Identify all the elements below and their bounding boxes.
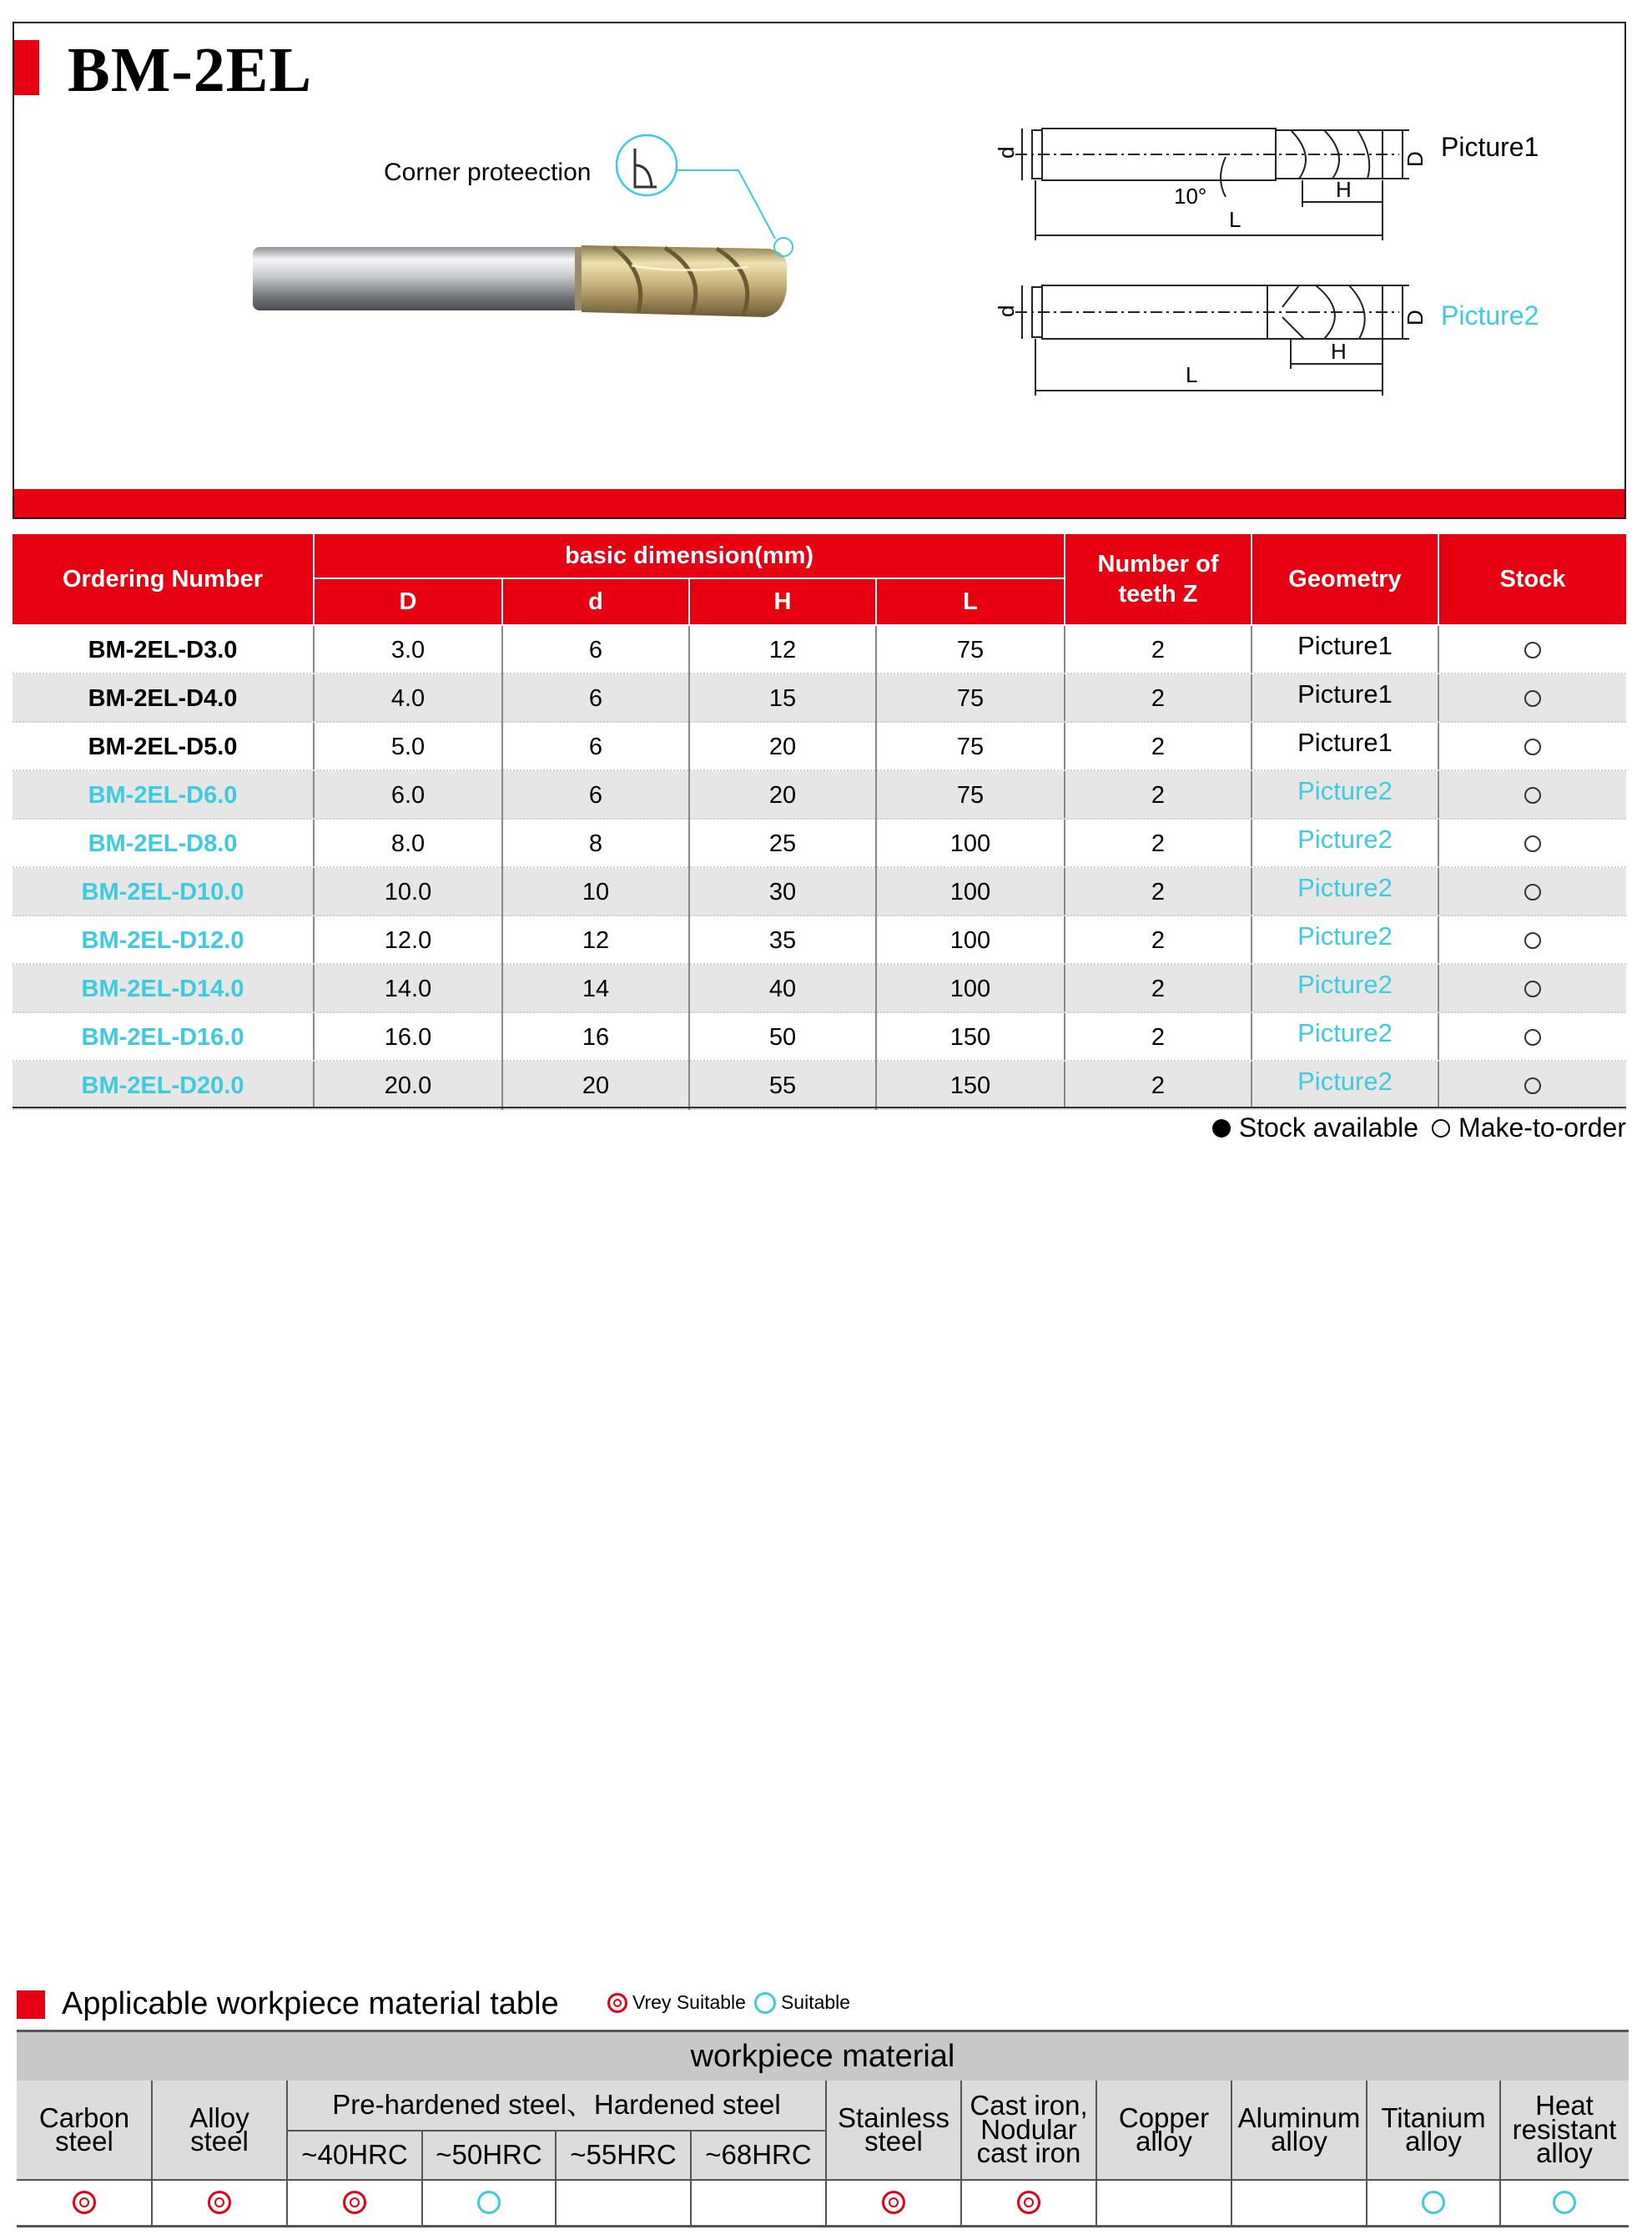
stock-legend [1212, 1112, 1626, 1143]
pic1-H-label: H [1336, 177, 1352, 202]
dim-D-cell: 4.0 [390, 684, 426, 712]
stock-cell [1439, 965, 1626, 1013]
column-separator [313, 771, 315, 820]
dim-d-cell: 6 [588, 684, 603, 712]
very-suitable-icon [343, 2191, 366, 2214]
material-col-label [961, 2081, 1096, 2179]
column-separator [1438, 820, 1439, 868]
stock-cell [1439, 723, 1626, 771]
column-separator [688, 626, 690, 674]
header-basic-dimension: basic dimension(mm) [564, 542, 814, 569]
material-col-label [1500, 2081, 1629, 2179]
material-label-line: Stainless [838, 2101, 949, 2133]
geometry-cell: Picture2 [1297, 776, 1393, 805]
material-label-line: steel [190, 2126, 249, 2157]
dim-d-cell: 16 [582, 1023, 610, 1051]
stock-cell [1439, 674, 1626, 723]
dim-L-cell: 100 [949, 926, 991, 954]
table-row [13, 1013, 1626, 1062]
corner-callout [617, 135, 775, 239]
column-separator [688, 965, 690, 1013]
header-teeth-line2: teeth Z [1118, 581, 1198, 608]
column-separator [875, 965, 877, 1013]
dim-L-cell: 100 [949, 830, 991, 857]
column-separator [688, 1013, 690, 1062]
dim-D-cell: 5.0 [390, 733, 426, 760]
column-separator [1251, 771, 1252, 820]
geometry-cell: Picture2 [1297, 1018, 1393, 1047]
column-separator [1438, 674, 1439, 723]
column-separator [1438, 868, 1439, 916]
pic1-L-label: L [1229, 207, 1242, 232]
dim-d-cell: 6 [588, 733, 603, 760]
material-mark-cell [1096, 2179, 1231, 2225]
column-separator [688, 1062, 690, 1110]
dim-H-cell: 20 [768, 733, 797, 760]
dim-H-cell: 55 [768, 1072, 797, 1099]
teeth-count-cell: 2 [1151, 1023, 1166, 1051]
ordering-number-cell: BM-2EL-D5.0 [88, 733, 238, 760]
pic1-D-label: D [1403, 151, 1428, 167]
dim-D-cell: 3.0 [390, 636, 426, 663]
material-label-line: cast iron [976, 2137, 1081, 2169]
material-label-line: Titanium [1381, 2101, 1486, 2133]
material-col-label [152, 2081, 287, 2179]
teeth-count-cell: 2 [1151, 636, 1166, 663]
geometry-cell: Picture1 [1297, 631, 1393, 660]
stock-cell [1439, 1062, 1626, 1110]
dim-D-cell: 16.0 [384, 1023, 432, 1051]
table-row [13, 916, 1626, 965]
make-to-order-icon [1524, 932, 1541, 949]
material-title-text: Applicable workpiece material table [62, 1986, 559, 2021]
stock-cell [1439, 916, 1626, 965]
column-separator [875, 820, 877, 868]
hardened-steel-group: Pre-hardened steel、Hardened steel [332, 2089, 781, 2121]
material-key [607, 1991, 850, 2014]
table-row [13, 674, 1626, 723]
ordering-number-cell: BM-2EL-D8.0 [88, 830, 238, 857]
dim-L-cell: 100 [949, 975, 991, 1002]
column-separator [313, 626, 315, 674]
dim-D-cell: 20.0 [384, 1072, 432, 1099]
material-label-line: Nodular [980, 2113, 1077, 2145]
material-col-label [422, 2132, 556, 2179]
material-grid-line [1366, 2081, 1367, 2225]
column-separator [875, 723, 877, 771]
table-row [13, 965, 1626, 1013]
header-sep [1064, 534, 1065, 624]
header-teeth-line1: Number of [1097, 550, 1219, 578]
pic2-H-label: H [1331, 339, 1347, 364]
pic2-D-label: D [1403, 310, 1428, 325]
stock-cell [1439, 1013, 1626, 1062]
material-col-label [1367, 2081, 1500, 2179]
dim-H-cell: 40 [768, 975, 797, 1002]
ordering-number-cell: BM-2EL-D16.0 [81, 1023, 244, 1051]
teeth-count-cell: 2 [1151, 830, 1166, 857]
ordering-number-cell: BM-2EL-D6.0 [88, 781, 238, 809]
column-separator [313, 723, 315, 771]
table-row [13, 626, 1626, 674]
material-label-line: Carbon [38, 2101, 130, 2133]
make-to-order-icon [1524, 739, 1541, 755]
material-grid-line [1231, 2081, 1232, 2225]
column-separator [501, 820, 503, 868]
column-separator [1064, 771, 1065, 820]
column-separator [1251, 868, 1252, 916]
material-col-label [17, 2081, 152, 2179]
material-grid-line [421, 2130, 423, 2225]
material-table-title [17, 1986, 559, 2022]
column-separator [1064, 820, 1065, 868]
header-red-band [14, 489, 1624, 517]
column-separator [1064, 868, 1065, 916]
dim-H-cell: 30 [768, 878, 797, 906]
header-sep [1438, 534, 1439, 624]
column-separator [875, 868, 877, 916]
column-separator [875, 1013, 877, 1062]
table-row [13, 820, 1626, 868]
material-label-line: Aluminum [1237, 2101, 1361, 2133]
column-separator [1438, 723, 1439, 771]
teeth-count-cell: 2 [1151, 1072, 1166, 1099]
make-to-order-icon [1524, 787, 1541, 804]
material-label-line: alloy [1271, 2126, 1327, 2157]
column-separator [688, 771, 690, 820]
column-separator [1064, 965, 1065, 1013]
make-to-order-icon [1524, 690, 1541, 707]
material-header: workpiece material [17, 2032, 1629, 2081]
dim-D-cell: 8.0 [390, 830, 426, 857]
column-separator [313, 820, 315, 868]
suitable-icon [754, 1992, 776, 2014]
picture1-label: Picture1 [1441, 132, 1539, 162]
dim-d-cell: 10 [582, 878, 610, 906]
column-separator [313, 1013, 315, 1062]
material-label-line: alloy [1536, 2137, 1593, 2169]
column-separator [501, 1013, 503, 1062]
ordering-number-cell: BM-2EL-D20.0 [81, 1072, 244, 1099]
column-separator [313, 916, 315, 965]
teeth-count-cell: 2 [1151, 975, 1166, 1002]
column-separator [1064, 1013, 1065, 1062]
dim-L-cell: 75 [956, 684, 985, 712]
material-label-line: ~40HRC [301, 2139, 408, 2171]
material-col-label [556, 2132, 691, 2179]
column-separator [501, 771, 503, 820]
material-col-label [826, 2081, 961, 2179]
material-label-line: ~50HRC [436, 2139, 542, 2171]
suitable-icon [1553, 2191, 1576, 2214]
dim-H-cell: 50 [768, 1023, 797, 1051]
pic1-angle-label: 10° [1174, 184, 1207, 209]
table-row [13, 771, 1626, 820]
teeth-count-cell: 2 [1151, 926, 1166, 954]
material-col-label [1231, 2081, 1367, 2179]
geometry-cell: Picture2 [1297, 970, 1393, 999]
header-sep [875, 579, 877, 624]
column-separator [1251, 723, 1252, 771]
material-table [17, 2030, 1629, 2225]
header-sep [1251, 534, 1252, 624]
column-separator [875, 916, 877, 965]
header-geometry: Geometry [1288, 565, 1402, 593]
very-suitable-icon [1017, 2191, 1040, 2214]
material-label-line: Alloy [189, 2101, 249, 2133]
make-to-order-icon [1524, 1077, 1541, 1094]
picture2-label: Picture2 [1441, 300, 1539, 330]
dim-L-cell: 75 [956, 636, 985, 663]
material-label-line: Heat [1535, 2090, 1594, 2121]
very-suitable-icon [73, 2191, 96, 2214]
geometry-cell: Picture2 [1297, 825, 1393, 854]
material-label-line: alloy [1405, 2126, 1462, 2157]
product-header [13, 22, 1626, 519]
stock-cell [1439, 626, 1626, 674]
material-mark-cell [1367, 2179, 1500, 2225]
material-label-line: resistant [1512, 2113, 1617, 2145]
column-separator [1064, 916, 1065, 965]
suitable-icon [1422, 2191, 1445, 2214]
very-suitable-label: Vrey Suitable [632, 1991, 746, 2013]
dim-L-cell: 100 [949, 878, 991, 906]
title-square-icon [17, 1990, 45, 2019]
dim-H-cell: 35 [768, 926, 797, 954]
stock-cell [1439, 868, 1626, 916]
material-mark-cell [287, 2179, 422, 2225]
material-label-line: steel [864, 2126, 923, 2157]
header-d: d [588, 588, 603, 615]
material-grid-line [555, 2130, 557, 2225]
material-grid-line [825, 2081, 827, 2225]
dim-D-cell: 12.0 [384, 926, 432, 954]
material-label-line: ~68HRC [705, 2139, 812, 2171]
dim-d-cell: 8 [588, 830, 603, 857]
dim-d-cell: 6 [588, 636, 603, 663]
pic2-L-label: L [1186, 362, 1198, 387]
column-separator [688, 916, 690, 965]
dim-L-cell: 75 [956, 781, 985, 809]
column-separator [313, 965, 315, 1013]
picture2-drawing [1015, 285, 1409, 396]
column-separator [501, 916, 503, 965]
geometry-cell: Picture2 [1297, 921, 1393, 951]
column-separator [1064, 626, 1065, 674]
column-separator [875, 771, 877, 820]
ordering-number-cell: BM-2EL-D10.0 [81, 878, 244, 906]
table-row [13, 868, 1626, 916]
corner-protection-label: Corner proteection [384, 159, 592, 186]
header-ordering-number: Ordering Number [62, 565, 264, 593]
suitable-icon [477, 2191, 501, 2214]
stock-cell [1439, 771, 1626, 820]
material-col-label [691, 2132, 826, 2179]
dim-H-cell: 25 [768, 830, 797, 857]
material-row-divider [17, 2179, 1629, 2181]
material-columns [17, 2081, 1629, 2179]
material-grid-line [151, 2081, 153, 2225]
material-mark-cell [422, 2179, 556, 2225]
dim-L-cell: 75 [956, 733, 985, 760]
suitable-label: Suitable [780, 1991, 851, 2013]
dim-d-cell: 20 [582, 1072, 610, 1099]
column-separator [1251, 626, 1252, 674]
material-col-label [1096, 2081, 1231, 2179]
column-separator [1251, 965, 1252, 1013]
material-bottom-rule [17, 2225, 1629, 2227]
geometry-cell: Picture1 [1297, 728, 1393, 757]
make-to-order-icon [1524, 835, 1541, 852]
ordering-number-cell: BM-2EL-D3.0 [88, 636, 238, 663]
ordering-number-cell: BM-2EL-D12.0 [81, 926, 244, 954]
make-to-order-icon [1432, 1119, 1450, 1138]
stock-cell [1439, 820, 1626, 868]
dim-d-cell: 6 [588, 781, 603, 809]
column-separator [875, 674, 877, 723]
stock-available-icon [1212, 1119, 1231, 1138]
material-grid-line [1499, 2081, 1501, 2225]
column-separator [1438, 965, 1439, 1013]
column-separator [688, 868, 690, 916]
material-label-line: ~55HRC [570, 2139, 677, 2171]
column-separator [501, 626, 503, 674]
header-stock: Stock [1499, 565, 1566, 593]
column-separator [875, 626, 877, 674]
pic1-d-label: d [994, 146, 1019, 159]
column-separator [1064, 723, 1065, 771]
dim-H-cell: 20 [768, 781, 797, 809]
column-separator [1251, 916, 1252, 965]
header-H: H [773, 588, 792, 615]
header-teeth [1065, 534, 1251, 624]
dim-H-cell: 15 [768, 684, 797, 712]
dim-d-cell: 12 [582, 926, 610, 954]
very-suitable-icon [208, 2191, 231, 2214]
column-separator [1251, 820, 1252, 868]
make-to-order-icon [1524, 884, 1541, 901]
header-sep [688, 579, 690, 624]
material-mark-cell [152, 2179, 287, 2225]
ordering-number-cell: BM-2EL-D14.0 [81, 975, 244, 1002]
column-separator [1251, 1062, 1252, 1110]
teeth-count-cell: 2 [1151, 733, 1166, 760]
geometry-cell: Picture2 [1297, 873, 1393, 902]
dim-D-cell: 6.0 [390, 781, 426, 809]
header-L: L [963, 588, 978, 615]
table-row [13, 1062, 1626, 1110]
material-mark-cell [691, 2179, 826, 2225]
column-separator [313, 674, 315, 723]
column-separator [875, 1062, 877, 1110]
dim-L-cell: 150 [949, 1023, 991, 1051]
material-mark-cell [1500, 2179, 1629, 2225]
material-grid-line [1095, 2081, 1097, 2225]
product-title: BM-2EL [68, 35, 313, 105]
header-sep [501, 579, 503, 624]
dim-D-cell: 10.0 [384, 878, 432, 906]
column-separator [1064, 674, 1065, 723]
teeth-count-cell: 2 [1151, 781, 1166, 809]
material-col-label [287, 2132, 422, 2179]
column-separator [1438, 626, 1439, 674]
dim-D-cell: 14.0 [384, 975, 432, 1002]
column-separator [501, 723, 503, 771]
spec-table-bottom-rule [13, 1107, 1626, 1108]
make-to-order-icon [1524, 642, 1541, 658]
column-separator [1438, 1062, 1439, 1110]
material-label-line: Copper [1118, 2101, 1210, 2133]
end-mill-photo [253, 238, 793, 317]
column-separator [688, 820, 690, 868]
dim-H-cell: 12 [768, 636, 797, 663]
header-D: D [399, 588, 417, 615]
column-separator [313, 1062, 315, 1110]
column-separator [688, 674, 690, 723]
dim-L-cell: 150 [949, 1072, 991, 1099]
column-separator [1251, 674, 1252, 723]
teeth-count-cell: 2 [1151, 684, 1166, 712]
header-sep [313, 534, 315, 624]
geometry-cell: Picture1 [1297, 679, 1393, 709]
table-row [13, 723, 1626, 771]
material-marks [17, 2179, 1629, 2225]
stock-available-label: Stock available [1238, 1112, 1419, 1143]
teeth-count-cell: 2 [1151, 878, 1166, 906]
material-grid-line [690, 2130, 692, 2225]
material-label-line: alloy [1136, 2126, 1192, 2157]
geometry-cell: Picture2 [1297, 1067, 1393, 1096]
material-label-line: Cast iron, [970, 2090, 1088, 2121]
material-mark-cell [17, 2179, 152, 2225]
column-separator [501, 965, 503, 1013]
dim-d-cell: 14 [582, 975, 610, 1002]
column-separator [501, 674, 503, 723]
column-separator [313, 868, 315, 916]
material-grid-line [960, 2081, 962, 2225]
column-separator [1438, 771, 1439, 820]
column-separator [1251, 1013, 1252, 1062]
material-mark-cell [961, 2179, 1096, 2225]
column-separator [1438, 916, 1439, 965]
material-mark-cell [1231, 2179, 1367, 2225]
make-to-order-icon [1524, 981, 1541, 997]
column-separator [1438, 1013, 1439, 1062]
make-to-order-label: Make-to-order [1458, 1112, 1626, 1143]
very-suitable-icon [882, 2191, 905, 2214]
material-mark-cell [556, 2179, 691, 2225]
column-separator [501, 868, 503, 916]
make-to-order-icon [1524, 1029, 1541, 1046]
very-suitable-icon [607, 1993, 627, 2013]
ordering-number-cell: BM-2EL-D4.0 [88, 684, 238, 712]
tool-illustrations [14, 23, 1624, 491]
column-separator [501, 1062, 503, 1110]
material-grid-line [286, 2081, 288, 2225]
material-label-line: steel [55, 2126, 113, 2157]
column-separator [688, 723, 690, 771]
column-separator [1064, 1062, 1065, 1110]
pic2-d-label: d [994, 305, 1019, 317]
material-mark-cell [826, 2179, 961, 2225]
